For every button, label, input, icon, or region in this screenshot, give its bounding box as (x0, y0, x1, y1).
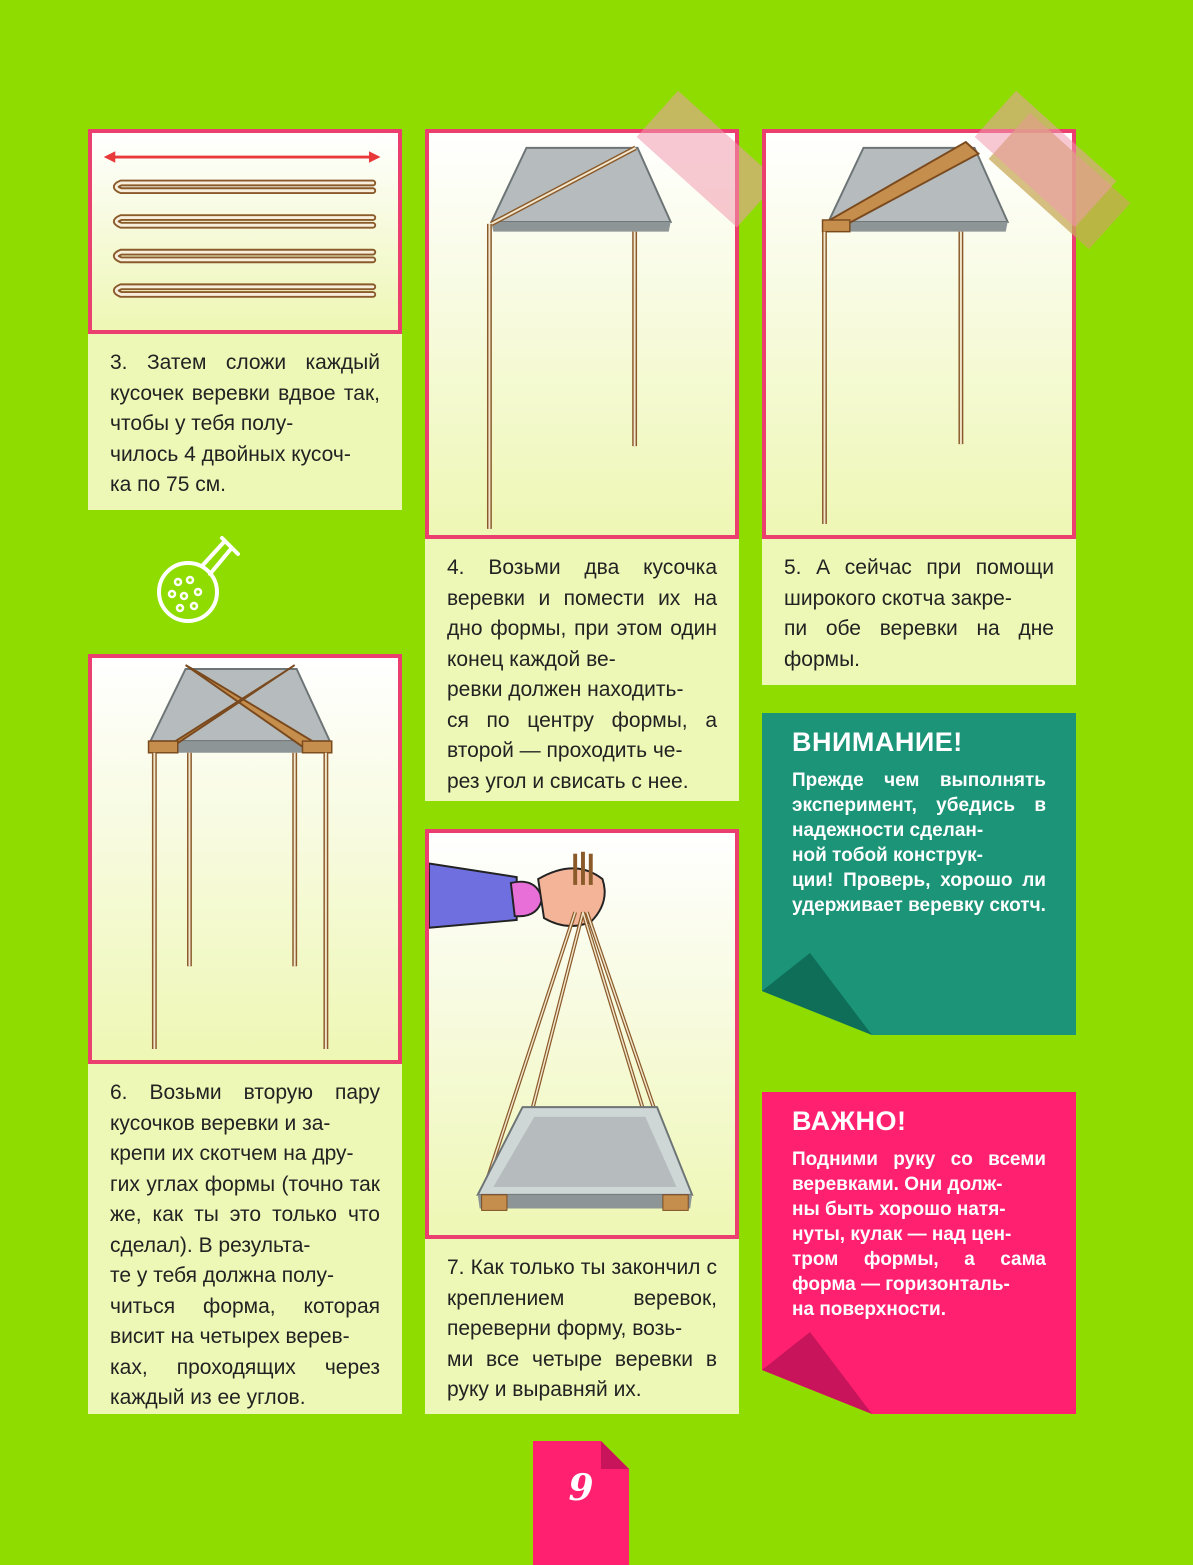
step-3-illustration (88, 129, 402, 334)
step-3-text: 3. Затем сложи каждый кусочек веревки вдвое так, чтобы у тебя полу- чилось 4 двойных кусоч- ка по 75 см. (88, 334, 402, 510)
attention-note (762, 713, 1076, 1035)
attention-title: ВНИМАНИЕ! (792, 727, 963, 757)
important-title: ВАЖНО! (792, 1106, 907, 1136)
step-7-illustration (425, 829, 739, 1239)
attention-text: Прежде чем выполнять эксперимент, убедись в надежности сделан- ной тобой конструк- ции! Проверь, хорошо ли удерживает веревку скотч. (792, 770, 1046, 916)
page-number-tab (533, 1441, 629, 1565)
step-7-text: 7. Как только ты закончил с креплением веревок, переверни форму, возь- ми все четыре веревки в руку и выравняй их. (425, 1239, 739, 1414)
important-note (762, 1092, 1076, 1414)
tray-with-strings-drawing (429, 133, 735, 535)
step-6-illustration (88, 654, 402, 1064)
step-4-text: 4. Возьми два кусочка веревки и помести их на дно формы, при этом один конец каждой ве- ревки должен находить- ся по центру формы, а второй — проходить че- рез угол и свисать с нее. (425, 539, 739, 801)
step-5-text: 5. А сейчас при помощи широкого скотча закре- пи обе веревки на дне формы. (762, 539, 1076, 685)
step-4-illustration (425, 129, 739, 539)
folded-ropes-drawing (92, 133, 398, 330)
step-6-text: 6. Возьми вторую пару кусочков веревки и за- крепи их скотчем на дру- гих углах формы (точно так же, как ты это только что сделал). В результа- те у тебя должна полу- читься форма, которая висит на четырех верев- ках, проходящих через каждый из ее углов. (88, 1064, 402, 1414)
page-corner-fold (601, 1441, 629, 1469)
page-number: 9 (568, 1467, 594, 1509)
tray-four-strings-drawing (92, 658, 398, 1060)
important-text: Подними руку со всеми веревками. Они долж- ны быть хорошо натя- нуты, кулак — над цен- тром формы, а сама форма — горизонталь- на поверхности. (792, 1149, 1046, 1320)
hanging-tray-drawing (429, 833, 735, 1235)
flask-icon (150, 530, 250, 635)
